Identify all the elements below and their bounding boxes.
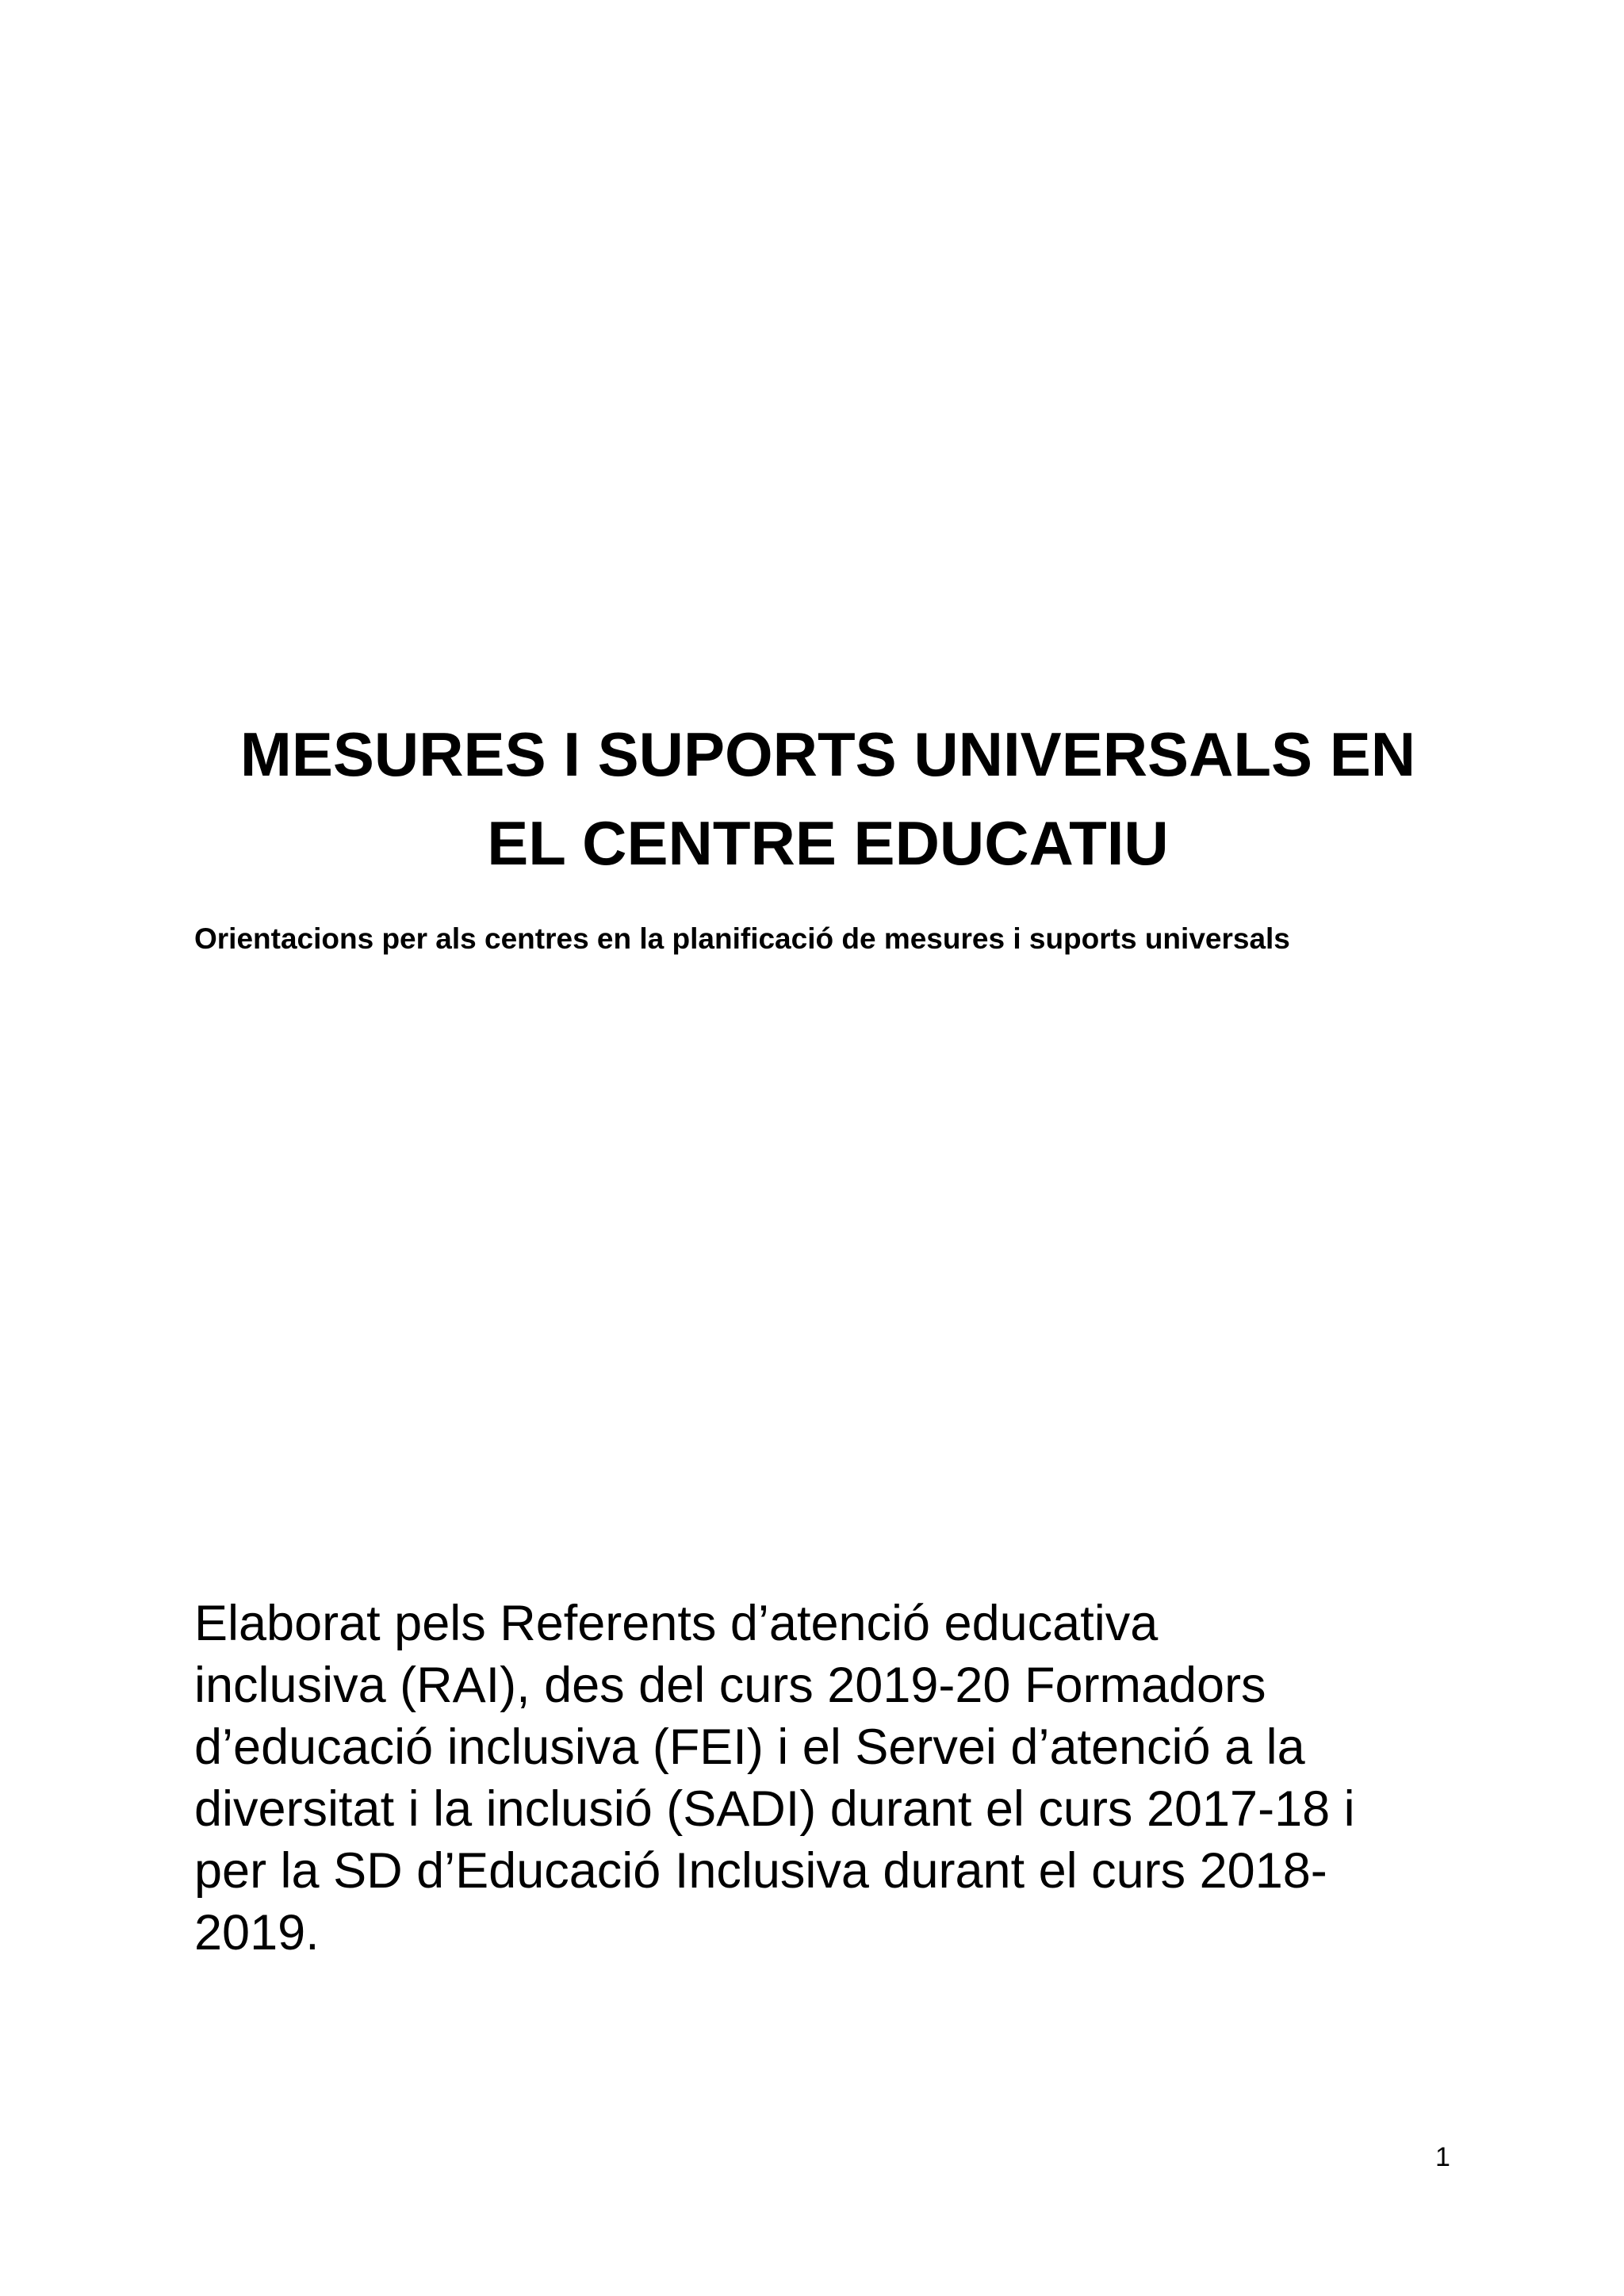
credits-line: d’educació inclusiva (FEI) i el Servei d’atenció a la xyxy=(194,1719,1305,1775)
credits-line: per la SD d’Educació Inclusiva durant el curs 2018- xyxy=(194,1843,1327,1899)
page-number: 1 xyxy=(1435,2142,1450,2172)
title-line: MESURES I SUPORTS UNIVERSALS EN xyxy=(239,719,1416,789)
credits-paragraph xyxy=(194,1593,1495,1964)
document-title xyxy=(0,710,1624,887)
credits-line: 2019. xyxy=(194,1905,320,1961)
title-line: EL CENTRE EDUCATIU xyxy=(487,808,1169,878)
credits-line: diversitat i la inclusió (SADI) durant el curs 2017-18 i xyxy=(194,1781,1355,1837)
document-subtitle: Orientacions per als centres en la planificació de mesures i suports universals xyxy=(194,922,1290,955)
credits-line: Elaborat pels Referents d’atenció educativa xyxy=(194,1596,1159,1651)
credits-line: inclusiva (RAI), des del curs 2019-20 Formadors xyxy=(194,1658,1266,1713)
